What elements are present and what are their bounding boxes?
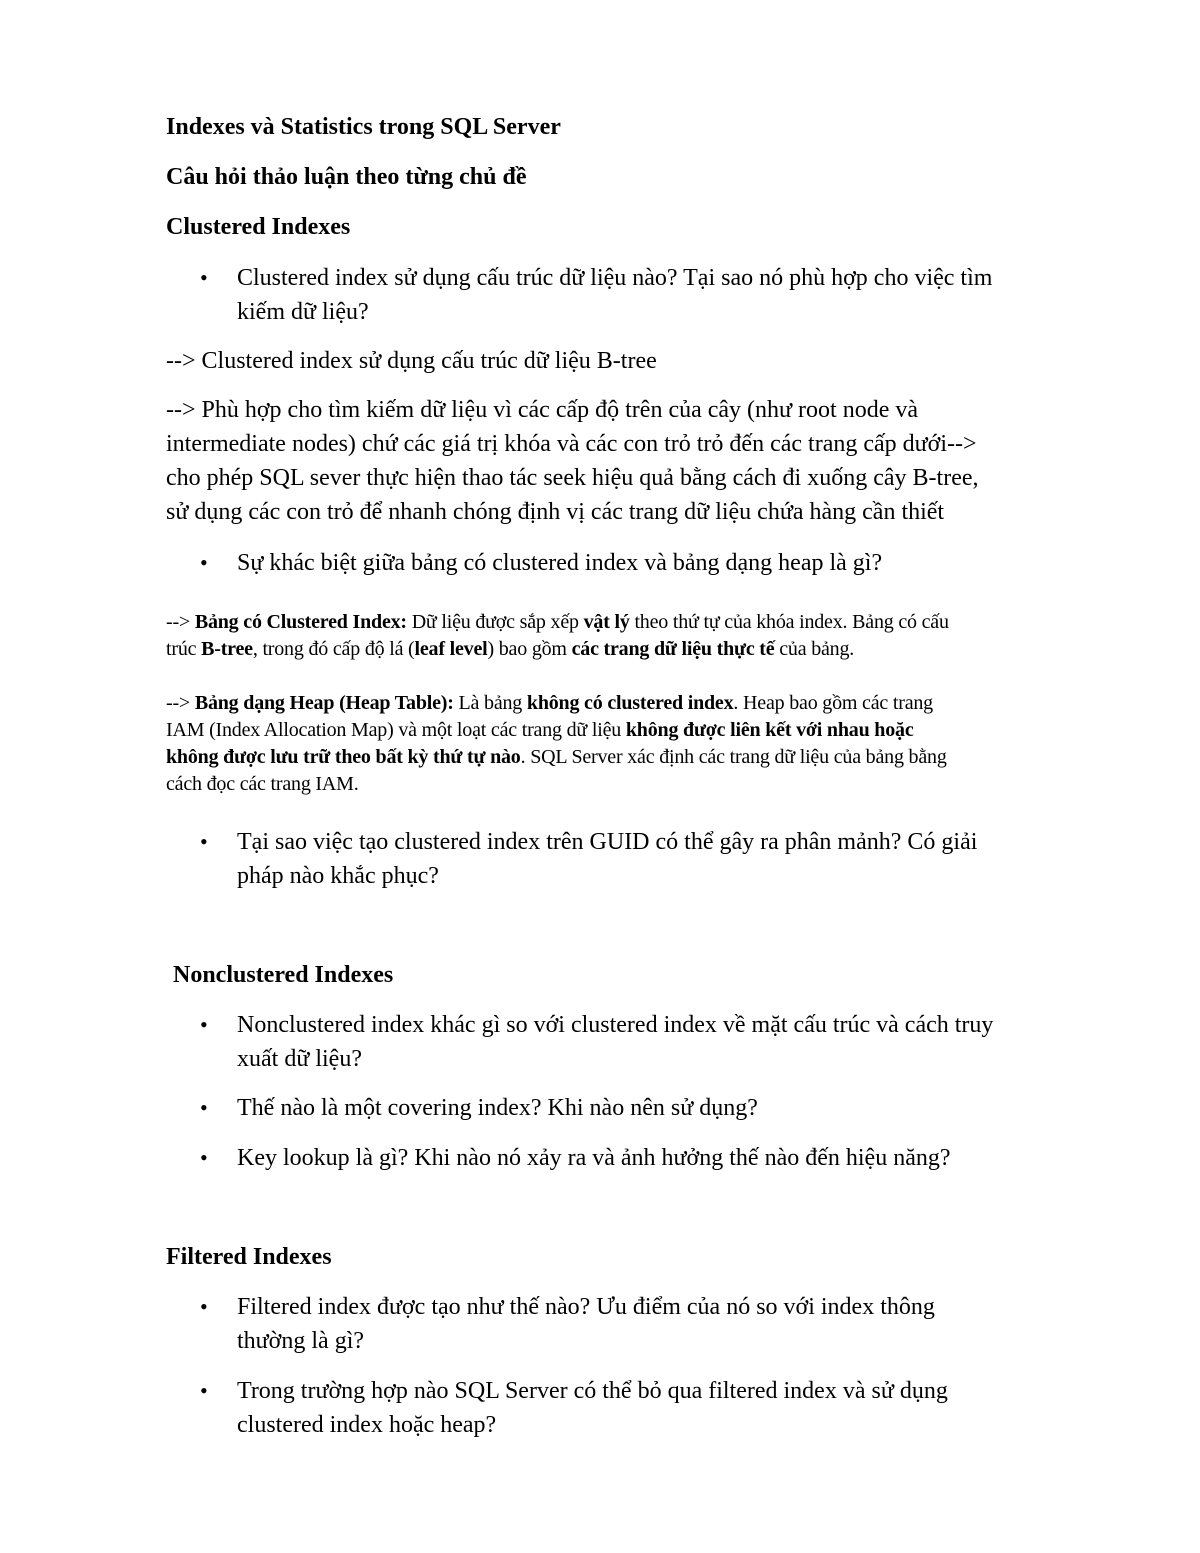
clustered-answer-2-line-2: intermediate nodes) chứ các giá trị khóa và các con trỏ trỏ đến các trang cấp dưới--> xyxy=(166,431,977,457)
page-title: Indexes và Statistics trong SQL Server xyxy=(166,114,561,140)
text-span: . Heap bao gồm các trang xyxy=(733,692,933,714)
bullet-marker: • xyxy=(200,829,208,854)
clustered-answer-4-line-1 xyxy=(166,690,933,716)
term-btree: B-tree xyxy=(201,638,253,660)
clustered-question-1-line-2: kiếm dữ liệu? xyxy=(237,299,369,325)
text-span: trúc xyxy=(166,638,202,660)
clustered-answer-2-line-3: cho phép SQL sever thực hiện thao tác seek hiệu quả bằng cách đi xuống cây B-tree, xyxy=(166,465,979,491)
section-heading-clustered: Clustered Indexes xyxy=(166,214,351,240)
page-subtitle: Câu hỏi thảo luận theo từng chủ đề xyxy=(166,164,527,190)
term-clustered-table: Bảng có Clustered Index: xyxy=(194,611,407,633)
clustered-answer-1: --> Clustered index sử dụng cấu trúc dữ liệu B-tree xyxy=(166,348,657,374)
clustered-question-1-line-1: Clustered index sử dụng cấu trúc dữ liệu nào? Tại sao nó phù hợp cho việc tìm xyxy=(237,265,993,291)
clustered-question-2: Sự khác biệt giữa bảng có clustered index và bảng dạng heap là gì? xyxy=(237,550,883,576)
term-data-pages: các trang dữ liệu thực tế xyxy=(571,638,775,660)
clustered-question-3-line-1: Tại sao việc tạo clustered index trên GUID có thể gây ra phân mảnh? Có giải xyxy=(237,829,978,855)
clustered-answer-2-line-1: --> Phù hợp cho tìm kiếm dữ liệu vì các cấp độ trên của cây (như root node và xyxy=(166,397,919,423)
term-no-order: không được lưu trữ theo bất kỳ thứ tự nào xyxy=(166,746,521,768)
text-span: Là bảng xyxy=(453,692,527,714)
term-no-clustered-index: không có clustered index xyxy=(526,692,734,714)
text-span: . SQL Server xác định các trang dữ liệu của bảng bằng xyxy=(520,746,947,768)
bullet-marker: • xyxy=(200,265,208,290)
bullet-marker: • xyxy=(200,1294,208,1319)
term-not-linked: không được liên kết với nhau hoặc xyxy=(625,719,914,741)
bullet-marker: • xyxy=(200,1378,208,1403)
clustered-question-3-line-2: pháp nào khắc phục? xyxy=(237,863,439,889)
nonclustered-question-1-line-1: Nonclustered index khác gì so với clustered index về mặt cấu trúc và cách truy xyxy=(237,1012,994,1038)
filtered-question-2-line-1: Trong trường hợp nào SQL Server có thể bỏ qua filtered index và sử dụng xyxy=(237,1378,948,1404)
clustered-answer-4-line-4: cách đọc các trang IAM. xyxy=(166,773,359,795)
clustered-answer-2-line-4: sử dụng các con trỏ để nhanh chóng định vị các trang dữ liệu chứa hàng cần thiết xyxy=(166,499,945,525)
text-span: Dữ liệu được sắp xếp xyxy=(406,611,584,633)
nonclustered-question-3: Key lookup là gì? Khi nào nó xảy ra và ảnh hưởng thế nào đến hiệu năng? xyxy=(237,1145,951,1171)
arrow-prefix: --> xyxy=(166,611,195,633)
section-heading-filtered: Filtered Indexes xyxy=(166,1244,332,1270)
clustered-answer-3-line-1 xyxy=(166,609,949,635)
nonclustered-question-2: Thế nào là một covering index? Khi nào nên sử dụng? xyxy=(237,1095,758,1121)
clustered-answer-4-line-2 xyxy=(166,717,914,743)
bullet-marker: • xyxy=(200,550,208,575)
term-heap-table: Bảng dạng Heap (Heap Table): xyxy=(194,692,454,714)
filtered-question-1-line-1: Filtered index được tạo như thế nào? Ưu điểm của nó so với index thông xyxy=(237,1294,935,1320)
text-span: theo thứ tự của khóa index. Bảng có cấu xyxy=(629,611,949,633)
section-heading-nonclustered: Nonclustered Indexes xyxy=(173,962,394,988)
nonclustered-question-1-line-2: xuất dữ liệu? xyxy=(237,1046,362,1072)
term-leaf-level: leaf level xyxy=(414,638,488,660)
bullet-marker: • xyxy=(200,1012,208,1037)
clustered-answer-3-line-2 xyxy=(166,636,854,662)
filtered-question-2-line-2: clustered index hoặc heap? xyxy=(237,1412,497,1438)
arrow-prefix: --> xyxy=(166,692,195,714)
bullet-marker: • xyxy=(200,1095,208,1120)
clustered-answer-4-line-3 xyxy=(166,744,947,770)
term-physical: vật lý xyxy=(583,611,630,633)
text-span: IAM (Index Allocation Map) và một loạt các trang dữ liệu xyxy=(166,719,626,741)
text-span: , trong đó cấp độ lá ( xyxy=(252,638,415,660)
text-span: của bảng. xyxy=(774,638,855,660)
bullet-marker: • xyxy=(200,1145,208,1170)
text-span: ) bao gồm xyxy=(487,638,572,660)
filtered-question-1-line-2: thường là gì? xyxy=(237,1328,365,1354)
